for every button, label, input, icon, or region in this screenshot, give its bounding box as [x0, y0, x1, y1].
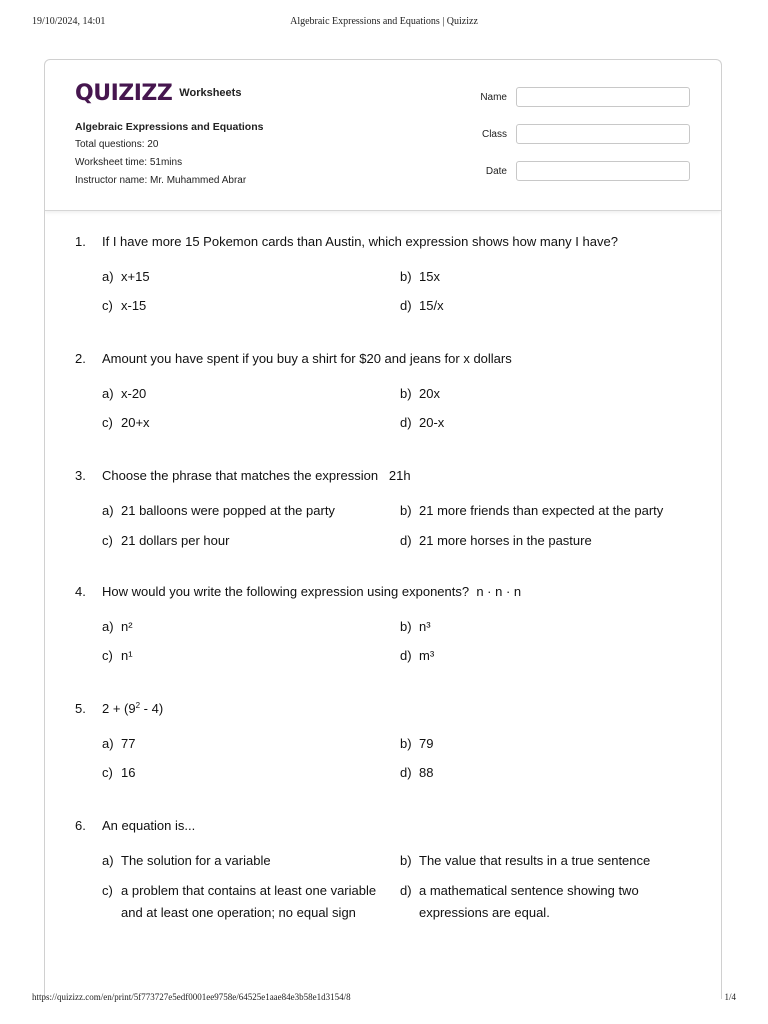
logo-subtitle: Worksheets	[179, 87, 242, 99]
print-title: Algebraic Expressions and Equations | Quizizz	[290, 16, 478, 27]
question-text: Amount you have spent if you buy a shirt for $20 and jeans for x dollars	[102, 351, 512, 366]
expression-rest: - 4)	[140, 701, 164, 716]
date-field-row	[465, 161, 695, 185]
option-letter: b)	[400, 269, 412, 284]
option-text: 77	[121, 736, 136, 751]
option-letter: b)	[400, 619, 412, 634]
worksheet-title: Algebraic Expressions and Equations	[75, 121, 264, 133]
print-footer	[32, 992, 736, 1006]
date-field[interactable]	[516, 161, 690, 181]
option-letter: d)	[400, 415, 412, 430]
expression-base: 2 + (9	[102, 701, 136, 716]
class-field[interactable]	[516, 124, 690, 144]
question-number: 2.	[75, 351, 86, 366]
question-number: 5.	[75, 701, 86, 716]
question-list	[45, 210, 721, 999]
instructor-name: Instructor name: Mr. Muhammed Abrar	[75, 175, 247, 186]
name-field-row	[465, 87, 695, 111]
option-letter: b)	[400, 386, 412, 401]
option-text: n¹	[121, 648, 133, 663]
question-number: 3.	[75, 468, 86, 483]
name-label: Name	[480, 92, 507, 103]
option-letter: d)	[400, 533, 412, 548]
worksheet-header	[45, 60, 721, 211]
worksheet-meta	[75, 118, 263, 190]
option-text: x-20	[121, 386, 147, 401]
option-letter: c)	[102, 298, 113, 313]
print-datetime: 19/10/2024, 14:01	[32, 16, 106, 27]
class-field-row	[465, 124, 695, 148]
option-letter: d)	[400, 298, 412, 313]
option-letter: d)	[400, 648, 412, 663]
option-letter: c)	[102, 415, 113, 430]
question-text: An equation is...	[102, 818, 196, 833]
option-text: The solution for a variable	[121, 853, 271, 868]
option-text: 21 dollars per hour	[121, 533, 230, 548]
option-text: 15x	[419, 269, 440, 284]
class-label: Class	[481, 129, 507, 140]
date-label: Date	[485, 166, 507, 177]
option-text: a problem that contains at least one variable and at least one operation; no equal sign	[121, 883, 377, 920]
question-text: How would you write the following expression using exponents? n · n · n	[102, 584, 522, 599]
option-text: x-15	[121, 298, 147, 313]
option-letter: b)	[400, 853, 412, 868]
option-text: 16	[121, 765, 136, 780]
option-letter: c)	[102, 648, 113, 663]
option-text: n²	[121, 619, 133, 634]
option-letter: d)	[400, 765, 412, 780]
total-questions: Total questions: 20	[75, 139, 159, 150]
option-text: 20x	[419, 386, 440, 401]
option-letter: a)	[102, 503, 114, 518]
option-text: a mathematical sentence showing two expressions are equal.	[419, 883, 639, 920]
question-text: Choose the phrase that matches the expression 21h	[102, 468, 411, 483]
question-number: 4.	[75, 584, 86, 599]
option-letter: a)	[102, 736, 114, 751]
option-letter: c)	[102, 883, 113, 898]
name-field[interactable]	[516, 87, 690, 107]
option-text: 79	[419, 736, 434, 751]
print-header	[32, 16, 736, 32]
option-letter: c)	[102, 765, 113, 780]
page-number: 1/4	[724, 992, 736, 1002]
question-number: 6.	[75, 818, 86, 833]
option-text: n³	[419, 619, 431, 634]
option-letter: c)	[102, 533, 113, 548]
option-letter: d)	[400, 883, 412, 898]
option-text: 20+x	[121, 415, 150, 430]
option-text: The value that results in a true sentence	[419, 853, 651, 868]
worksheet	[44, 59, 722, 999]
question-text: If I have more 15 Pokemon cards than Austin, which expression shows how many I have?	[102, 234, 618, 249]
option-letter: a)	[102, 619, 114, 634]
option-text: 21 more horses in the pasture	[419, 533, 592, 548]
question-number: 1.	[75, 234, 86, 249]
print-url: https://quizizz.com/en/print/5f773727e5edf0001ee9758e/64525e1aae84e3b58e1d3154/8	[32, 992, 351, 1002]
option-text: 20-x	[419, 415, 445, 430]
option-text: 88	[419, 765, 434, 780]
expression-exponent: 2	[135, 701, 141, 710]
option-letter: a)	[102, 386, 114, 401]
quizizz-logo	[75, 80, 241, 106]
logo-wordmark: QUIZIZZ	[75, 80, 173, 106]
option-text: m³	[419, 648, 435, 663]
option-letter: b)	[400, 503, 412, 518]
option-letter: b)	[400, 736, 412, 751]
option-text: 21 more friends than expected at the party	[419, 503, 664, 518]
option-letter: a)	[102, 853, 114, 868]
question-text	[102, 701, 163, 716]
option-text: x+15	[121, 269, 150, 284]
option-text: 21 balloons were popped at the party	[121, 503, 335, 518]
option-text: 15/x	[419, 298, 444, 313]
option-letter: a)	[102, 269, 114, 284]
worksheet-time: Worksheet time: 51mins	[75, 157, 183, 168]
